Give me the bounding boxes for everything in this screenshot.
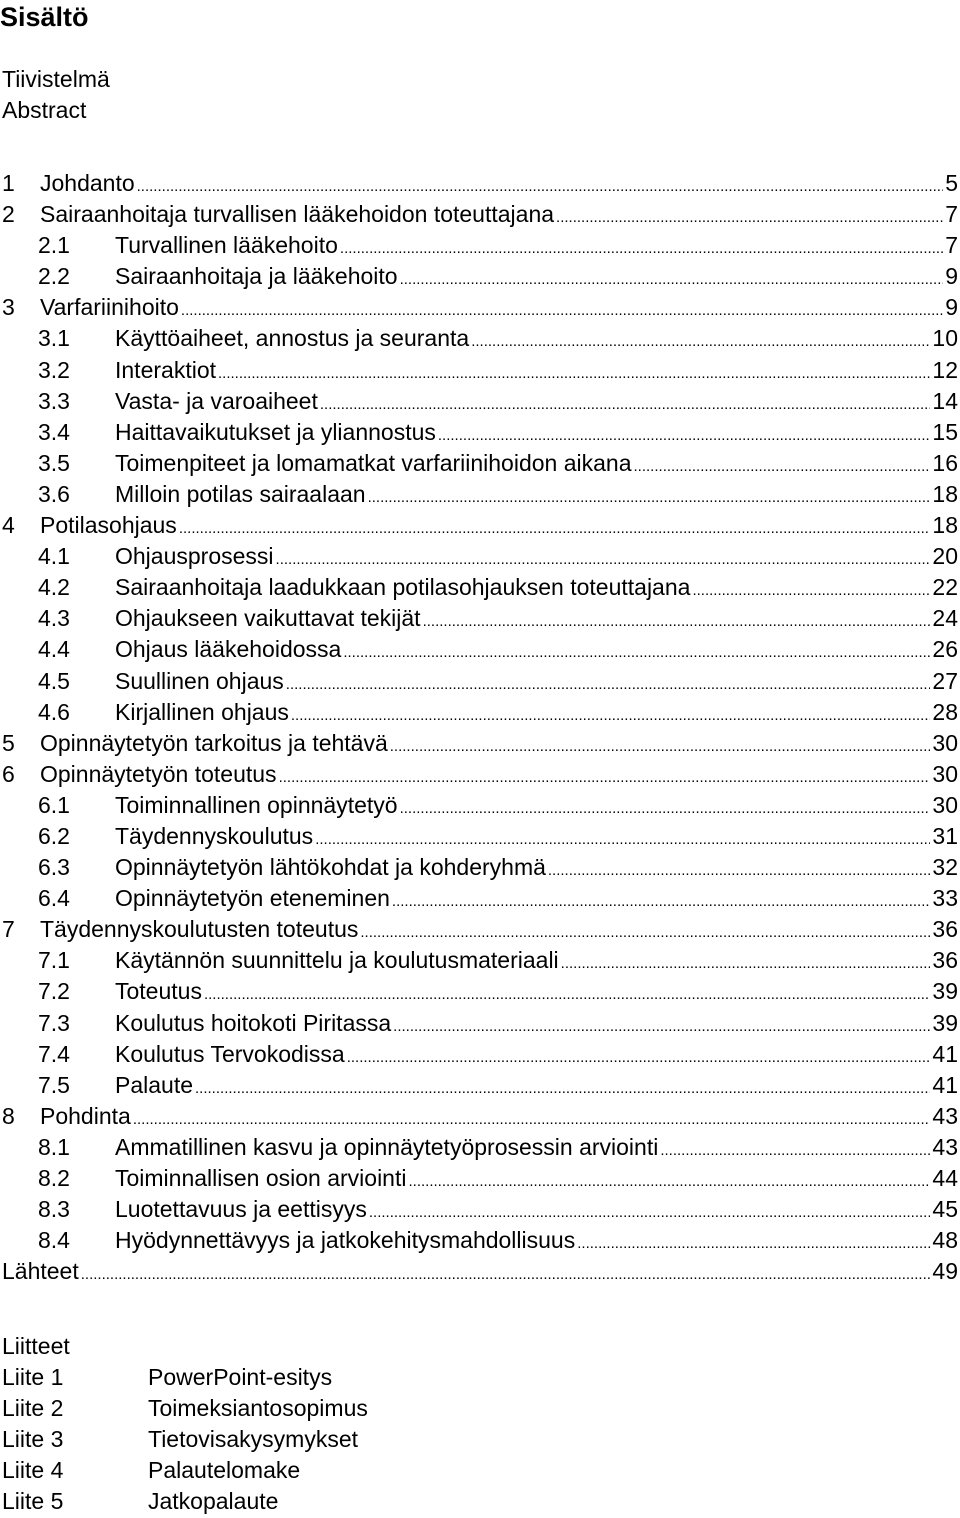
- toc-entry[interactable]: [0, 1070, 958, 1101]
- toc-entry-page-number: 30: [932, 729, 958, 756]
- toc-entry[interactable]: [0, 230, 958, 261]
- attachment-title: PowerPoint-esitys: [148, 1364, 333, 1390]
- toc-entry-page-number: 39: [932, 978, 958, 1005]
- toc-entry-number: 6.3: [38, 854, 70, 881]
- toc-dot-leader: [660, 1135, 930, 1166]
- toc-entry-number: 2: [2, 201, 15, 228]
- toc-entry-number: 5: [2, 729, 15, 756]
- attachment-label: Liite 4: [2, 1457, 64, 1484]
- attachment-item: [0, 1424, 368, 1455]
- toc-entry-number: 8.2: [38, 1165, 70, 1191]
- toc-entry-page-number: 18: [932, 512, 958, 539]
- toc-entry[interactable]: [0, 1225, 958, 1256]
- toc-entry[interactable]: [0, 541, 958, 572]
- toc-dot-leader: [279, 762, 931, 793]
- table-of-contents: [0, 168, 958, 1287]
- toc-dot-leader: [343, 637, 930, 668]
- toc-entry-page-number: 45: [932, 1196, 958, 1223]
- toc-entry-page-number: 39: [932, 1009, 958, 1036]
- toc-entry[interactable]: [0, 572, 958, 603]
- toc-entry-title: Ohjaus lääkehoidossa: [115, 636, 342, 663]
- toc-entry-page-number: 22: [932, 574, 958, 601]
- toc-entry-number: 1: [2, 170, 15, 196]
- toc-entry-number: 2.1: [38, 232, 70, 259]
- toc-entry-number: 4.4: [38, 636, 70, 663]
- toc-dot-leader: [390, 731, 931, 762]
- attachment-label: Liite 3: [2, 1426, 64, 1453]
- toc-entry-title: Toimenpiteet ja lomamatkat varfariinihoidon aikana: [115, 449, 632, 476]
- toc-entry-title: Opinnäytetyön lähtökohdat ja kohderyhmä: [115, 854, 546, 881]
- toc-entry-title: Suullinen ohjaus: [115, 667, 284, 694]
- toc-dot-leader: [692, 575, 930, 606]
- toc-dot-leader: [204, 979, 930, 1010]
- toc-entry-title: Potilasohjaus: [40, 512, 177, 539]
- toc-entry-page-number: 9: [945, 263, 958, 290]
- toc-entry-page-number: 27: [932, 667, 958, 694]
- toc-dot-leader: [315, 824, 930, 855]
- attachment-label: Liite 5: [2, 1488, 64, 1515]
- toc-entry[interactable]: [0, 479, 958, 510]
- toc-dot-leader: [634, 451, 931, 482]
- toc-entry-title: Pohdinta: [40, 1102, 131, 1129]
- toc-dot-leader: [556, 202, 943, 233]
- toc-entry-title: Ohjausprosessi: [115, 543, 274, 570]
- toc-entry-title: Opinnäytetyön eteneminen: [115, 885, 390, 912]
- toc-entry[interactable]: [0, 1039, 958, 1070]
- toc-entry[interactable]: [0, 323, 958, 354]
- toc-entry[interactable]: [0, 852, 958, 883]
- toc-entry-page-number: 44: [932, 1165, 958, 1191]
- toc-entry-page-number: 5: [945, 170, 958, 196]
- toc-entry-title: Käytännön suunnittelu ja koulutusmateriaali: [115, 947, 559, 974]
- toc-entry-page-number: 41: [932, 1071, 958, 1098]
- toc-dot-leader: [218, 358, 930, 389]
- toc-entry-title: Opinnäytetyön toteutus: [40, 760, 277, 787]
- toc-entry-title: Luotettavuus ja eettisyys: [115, 1196, 367, 1223]
- toc-entry-title: Haittavaikutukset ja yliannostus: [115, 418, 436, 445]
- toc-dot-leader: [423, 606, 931, 637]
- toc-entry-number: 6.4: [38, 885, 70, 912]
- front-matter-abstract-fi[interactable]: Tiivistelmä: [2, 66, 110, 92]
- toc-entry[interactable]: [0, 728, 958, 759]
- toc-dot-leader: [81, 1259, 931, 1290]
- toc-entry-number: 3.5: [38, 449, 70, 476]
- toc-entry-number: 4.1: [38, 543, 70, 570]
- toc-entry[interactable]: [0, 261, 958, 292]
- toc-entry-number: 6: [2, 760, 15, 787]
- toc-entry-title: Palaute: [115, 1071, 194, 1098]
- toc-dot-leader: [291, 700, 931, 731]
- attachment-item: [0, 1455, 368, 1486]
- toc-entry-title: Sairaanhoitaja laadukkaan potilasohjauksen toteuttajana: [115, 574, 691, 601]
- toc-entry[interactable]: [0, 168, 958, 199]
- toc-entry-page-number: 48: [932, 1227, 958, 1254]
- toc-entry-title: Lähteet: [2, 1258, 79, 1285]
- toc-entry-number: 8: [2, 1102, 15, 1129]
- toc-entry[interactable]: [0, 292, 958, 323]
- toc-entry[interactable]: [0, 634, 958, 665]
- toc-dot-leader: [369, 1197, 931, 1228]
- toc-dot-leader: [181, 295, 943, 326]
- attachment-item: [0, 1486, 368, 1517]
- toc-entry-number: 4.5: [38, 667, 70, 694]
- toc-entry[interactable]: [0, 355, 958, 386]
- attachment-label: Liite 1: [2, 1364, 64, 1390]
- toc-entry-title: Toiminnallinen opinnäytetyö: [115, 791, 398, 818]
- toc-entry[interactable]: [0, 1008, 958, 1039]
- toc-entry[interactable]: [0, 790, 958, 821]
- toc-entry-number: 8.1: [38, 1133, 70, 1160]
- toc-entry-number: 4.2: [38, 574, 70, 601]
- toc-entry-title: Sairaanhoitaja ja lääkehoito: [115, 263, 398, 290]
- toc-entry-number: 4.3: [38, 605, 70, 632]
- toc-entry-page-number: 41: [932, 1040, 958, 1067]
- toc-entry[interactable]: [0, 1163, 958, 1194]
- toc-entry-page-number: 7: [945, 232, 958, 259]
- toc-dot-leader: [393, 1011, 930, 1042]
- toc-entry[interactable]: [0, 603, 958, 634]
- attachment-title: Toimeksiantosopimus: [148, 1395, 368, 1422]
- attachment-item: [0, 1393, 368, 1424]
- toc-entry-number: 8.3: [38, 1196, 70, 1223]
- toc-entry-number: 6.1: [38, 791, 70, 818]
- toc-entry-number: 8.4: [38, 1227, 70, 1254]
- toc-entry-page-number: 12: [932, 356, 958, 383]
- toc-entry-number: 7.3: [38, 1009, 70, 1036]
- toc-entry-page-number: 30: [932, 760, 958, 787]
- toc-entry[interactable]: [0, 666, 958, 697]
- toc-dot-leader: [133, 1104, 931, 1135]
- toc-dot-leader: [347, 1042, 931, 1073]
- toc-dot-leader: [137, 171, 944, 202]
- toc-entry-page-number: 32: [932, 854, 958, 881]
- toc-entry-title: Vasta- ja varoaiheet: [115, 387, 318, 414]
- toc-entry-page-number: 16: [932, 449, 958, 476]
- toc-entry[interactable]: [0, 914, 958, 945]
- toc-dot-leader: [368, 482, 931, 513]
- toc-dot-leader: [400, 793, 931, 824]
- toc-entry[interactable]: [0, 510, 958, 541]
- toc-entry[interactable]: [0, 448, 958, 479]
- attachments-heading: Liitteet: [2, 1333, 70, 1359]
- toc-entry-title: Kirjallinen ohjaus: [115, 698, 289, 725]
- toc-entry[interactable]: [0, 697, 958, 728]
- toc-entry[interactable]: [0, 759, 958, 790]
- attachment-title: Tietovisakysymykset: [148, 1426, 359, 1453]
- toc-dot-leader: [276, 544, 931, 575]
- toc-entry[interactable]: [0, 945, 958, 976]
- toc-entry-page-number: 24: [932, 605, 958, 632]
- toc-entry-page-number: 28: [932, 698, 958, 725]
- attachments-list: [0, 1362, 368, 1517]
- toc-entry-title: Johdanto: [40, 170, 135, 196]
- toc-entry-number: 4.6: [38, 698, 70, 725]
- toc-entry-number: 7: [2, 916, 15, 943]
- toc-entry-number: 3.4: [38, 418, 70, 445]
- toc-entry-title: Koulutus hoitokoti Piritassa: [115, 1009, 392, 1036]
- attachment-title: Jatkopalaute: [148, 1488, 279, 1515]
- toc-entry-page-number: 33: [932, 885, 958, 912]
- toc-dot-leader: [438, 420, 931, 451]
- toc-entry-title: Opinnäytetyön tarkoitus ja tehtävä: [40, 729, 388, 756]
- attachment-item: [0, 1362, 368, 1393]
- front-matter-abstract-en[interactable]: Abstract: [2, 97, 87, 123]
- toc-dot-leader: [408, 1166, 930, 1197]
- toc-entry-title: Täydennyskoulutus: [115, 822, 314, 849]
- toc-entry-page-number: 20: [932, 543, 958, 570]
- toc-entry-page-number: 31: [932, 822, 958, 849]
- toc-entry-number: 3.2: [38, 356, 70, 383]
- page-title: Sisältö: [0, 2, 89, 32]
- toc-entry-number: 7.1: [38, 947, 70, 974]
- toc-dot-leader: [400, 264, 944, 295]
- toc-entry[interactable]: [0, 976, 958, 1007]
- toc-entry-page-number: 26: [932, 636, 958, 663]
- toc-entry-page-number: 30: [932, 791, 958, 818]
- toc-dot-leader: [577, 1228, 930, 1259]
- toc-entry-title: Milloin potilas sairaalaan: [115, 480, 366, 507]
- toc-entry[interactable]: [0, 821, 958, 852]
- toc-entry-number: 3: [2, 294, 15, 321]
- toc-entry[interactable]: [0, 883, 958, 914]
- toc-entry-title: Toiminnallisen osion arviointi: [115, 1165, 407, 1191]
- toc-dot-leader: [561, 948, 931, 979]
- toc-entry-title: Ohjaukseen vaikuttavat tekijät: [115, 605, 421, 632]
- attachment-label: Liite 2: [2, 1395, 64, 1422]
- toc-entry-title: Koulutus Tervokodissa: [115, 1040, 345, 1067]
- toc-entry-number: 6.2: [38, 822, 70, 849]
- toc-entry[interactable]: [0, 386, 958, 417]
- toc-entry-number: 4: [2, 512, 15, 539]
- toc-entry-number: 7.5: [38, 1071, 70, 1098]
- toc-entry-title: Täydennyskoulutusten toteutus: [40, 916, 359, 943]
- attachment-title: Palautelomake: [148, 1457, 301, 1484]
- toc-dot-leader: [286, 669, 931, 700]
- toc-entry-number: 7.4: [38, 1040, 70, 1067]
- toc-entry-number: 7.2: [38, 978, 70, 1005]
- toc-entry-page-number: 36: [932, 916, 958, 943]
- toc-entry-page-number: 43: [932, 1102, 958, 1129]
- toc-entry-page-number: 7: [945, 201, 958, 228]
- toc-entry[interactable]: [0, 1101, 958, 1132]
- toc-entry-title: Turvallinen lääkehoito: [115, 232, 338, 259]
- toc-dot-leader: [471, 326, 930, 357]
- toc-dot-leader: [179, 513, 931, 544]
- toc-entry-page-number: 10: [932, 325, 958, 352]
- toc-dot-leader: [320, 389, 931, 420]
- toc-entry[interactable]: [0, 199, 958, 230]
- toc-entry[interactable]: [0, 1256, 958, 1287]
- toc-entry[interactable]: [0, 417, 958, 448]
- toc-entry-page-number: 18: [932, 480, 958, 507]
- toc-entry-number: 2.2: [38, 263, 70, 290]
- toc-dot-leader: [195, 1073, 930, 1104]
- toc-entry-title: Varfariinihoito: [40, 294, 179, 321]
- toc-dot-leader: [360, 917, 930, 948]
- toc-dot-leader: [392, 886, 930, 917]
- toc-entry-page-number: 49: [932, 1258, 958, 1285]
- toc-entry-page-number: 15: [932, 418, 958, 445]
- toc-entry-title: Käyttöaiheet, annostus ja seuranta: [115, 325, 470, 352]
- toc-entry-title: Toteutus: [115, 978, 202, 1005]
- toc-entry-page-number: 14: [932, 387, 958, 414]
- toc-entry-number: 3.6: [38, 480, 70, 507]
- toc-entry-page-number: 36: [932, 947, 958, 974]
- toc-dot-leader: [548, 855, 931, 886]
- toc-entry-title: Ammatillinen kasvu ja opinnäytetyöprosessin arviointi: [115, 1133, 659, 1160]
- toc-entry-title: Hyödynnettävyys ja jatkokehitysmahdollisuus: [115, 1227, 576, 1254]
- toc-entry-page-number: 9: [945, 294, 958, 321]
- toc-dot-leader: [340, 233, 943, 264]
- toc-entry-title: Sairaanhoitaja turvallisen lääkehoidon toteuttajana: [40, 201, 555, 228]
- toc-entry-number: 3.3: [38, 387, 70, 414]
- toc-entry-page-number: 43: [932, 1133, 958, 1160]
- toc-entry[interactable]: [0, 1194, 958, 1225]
- toc-entry-number: 3.1: [38, 325, 70, 352]
- toc-entry[interactable]: [0, 1132, 958, 1163]
- toc-entry-title: Interaktiot: [115, 356, 216, 383]
